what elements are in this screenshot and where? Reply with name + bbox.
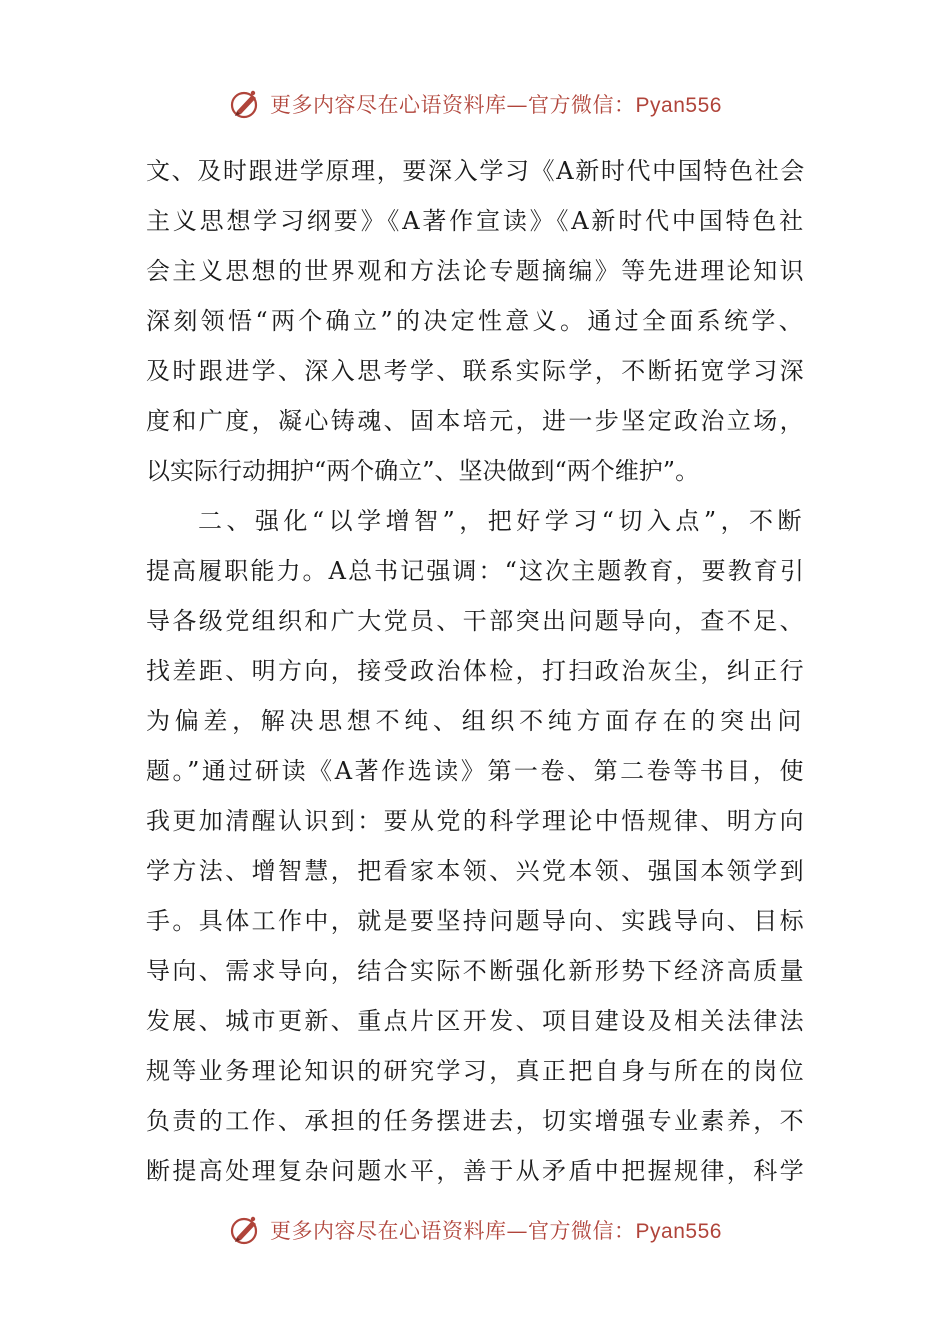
body-line: 提高履职能力。A总书记强调：“这次主题教育，要教育引 <box>146 557 806 585</box>
body-line: 学方法、增智慧，把看家本领、兴党本领、强国本领学到 <box>146 857 806 885</box>
footer-wechat-id: Pyan556 <box>635 1220 722 1243</box>
body-line: 手。具体工作中，就是要坚持问题导向、实践导向、目标 <box>146 907 806 935</box>
footer-watermark-text <box>270 1215 722 1245</box>
body-line: 找差距、明方向，接受政治体检，打扫政治灰尘，纠正行 <box>146 657 806 685</box>
footer-site-name: 更多内容尽在心语资料库 <box>270 1219 507 1243</box>
header-dash: — <box>506 93 529 117</box>
footer-wechat-label: 官方微信： <box>528 1219 636 1243</box>
pen-logo-icon <box>228 1213 262 1247</box>
section-heading-line: 二、强化“以学增智”，把好学习“切入点”，不断 <box>198 507 806 535</box>
body-line: 度和广度，凝心铸魂、固本培元，进一步坚定政治立场， <box>146 407 806 435</box>
body-line: 及时跟进学、深入思考学、联系实际学，不断拓宽学习深 <box>146 357 806 385</box>
footer-dash: — <box>506 1219 529 1243</box>
document-body <box>146 146 806 1196</box>
header-watermark <box>0 84 950 124</box>
body-line: 负责的工作、承担的任务摆进去，切实增强专业素养，不 <box>146 1107 806 1135</box>
body-line: 会主义思想的世界观和方法论专题摘编》等先进理论知识 <box>146 257 806 285</box>
body-line: 导向、需求导向，结合实际不断强化新形势下经济高质量 <box>146 957 806 985</box>
header-wechat-label: 官方微信： <box>528 93 636 117</box>
body-line: 主义思想学习纲要》《A著作宣读》《A新时代中国特色社 <box>146 207 806 235</box>
body-line: 我更加清醒认识到：要从党的科学理论中悟规律、明方向 <box>146 807 806 835</box>
header-site-name: 更多内容尽在心语资料库 <box>270 93 507 117</box>
header-watermark-text <box>270 89 722 119</box>
footer-watermark <box>0 1210 950 1250</box>
header-wechat-id: Pyan556 <box>635 94 722 117</box>
body-line: 规等业务理论知识的研究学习，真正把自身与所在的岗位 <box>146 1057 806 1085</box>
pen-logo-icon <box>228 87 262 121</box>
body-line: 以实际行动拥护“两个确立”、坚决做到“两个维护”。 <box>146 457 700 485</box>
body-line: 断提高处理复杂问题水平，善于从矛盾中把握规律，科学 <box>146 1157 806 1185</box>
body-line: 发展、城市更新、重点片区开发、项目建设及相关法律法 <box>146 1007 806 1035</box>
body-line: 为偏差，解决思想不纯、组织不纯方面存在的突出问 <box>146 707 807 735</box>
body-line: 深刻领悟“两个确立”的决定性意义。通过全面系统学、 <box>146 307 807 335</box>
body-line: 导各级党组织和广大党员、干部突出问题导向，查不足、 <box>146 607 806 635</box>
body-line: 文、及时跟进学原理，要深入学习《A新时代中国特色社会 <box>146 157 806 185</box>
body-line: 题。”通过研读《A著作选读》第一卷、第二卷等书目，使 <box>146 757 806 785</box>
